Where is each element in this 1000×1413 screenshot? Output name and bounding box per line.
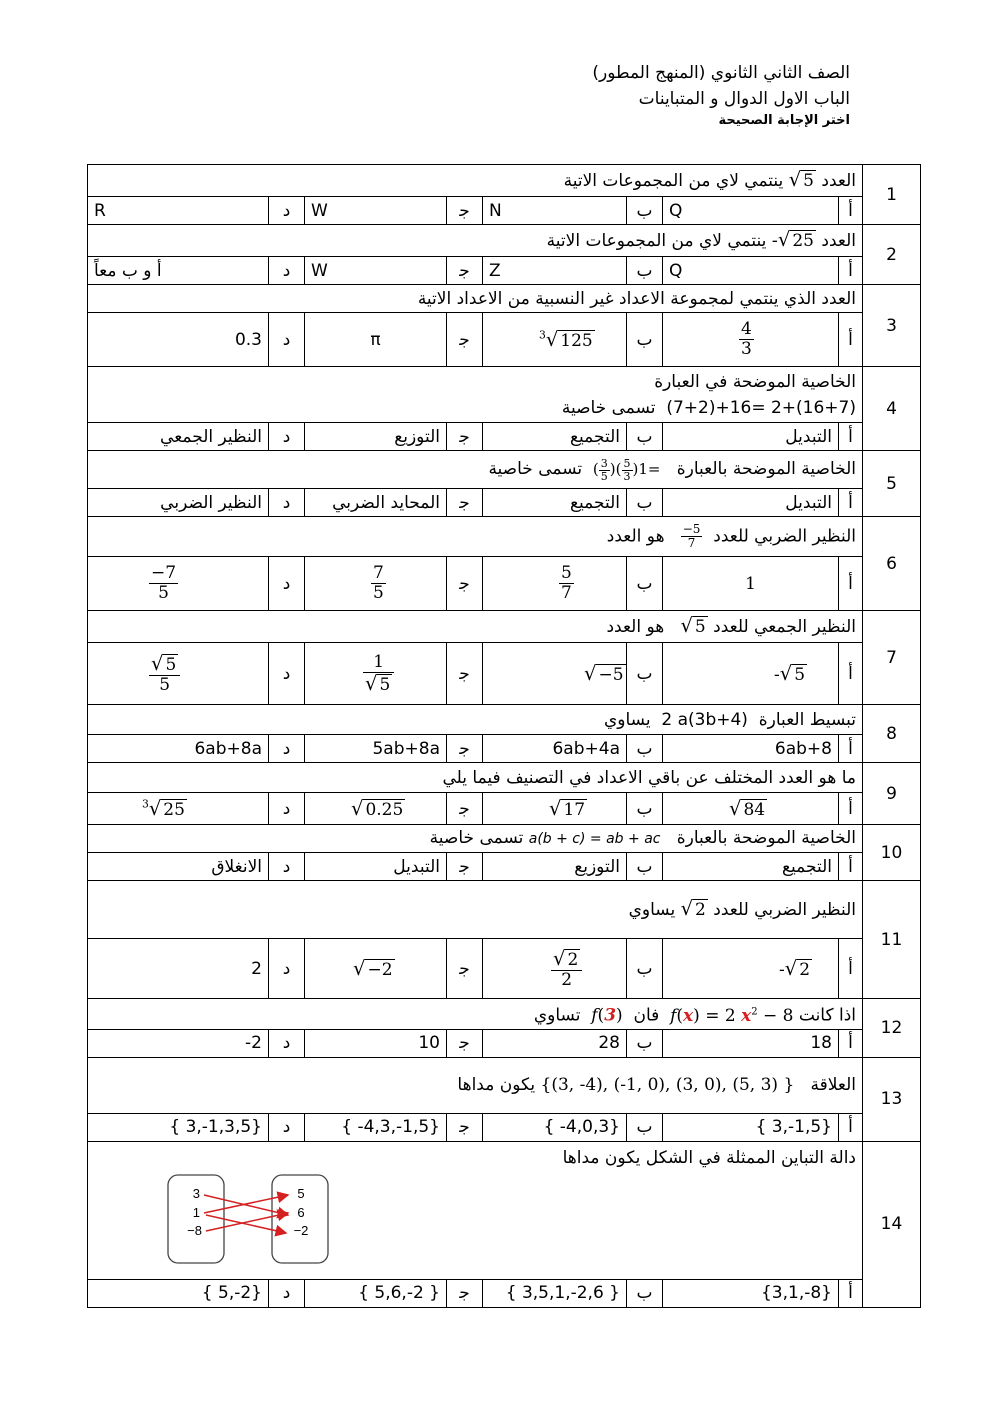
- option-c[interactable]: W: [305, 197, 447, 225]
- stem-text: تسمى خاصية: [561, 397, 656, 418]
- option-label-c: ﺟ: [447, 557, 483, 611]
- stem-text: الخاصية الموضحة بالعبارة: [676, 459, 856, 480]
- stem-text: اذا كانت: [798, 1005, 856, 1026]
- option-label-d: د: [269, 557, 305, 611]
- question-number: 7: [863, 611, 921, 705]
- option-label-a: أ: [839, 793, 863, 825]
- question-number: 4: [863, 367, 921, 451]
- question-7: [88, 611, 921, 643]
- stem-math: ( $\frac{3}{5}$ )( $\frac{5}{3}$ )1=: [592, 456, 661, 483]
- question-stem: [88, 225, 863, 257]
- option-c[interactable]: $\frac{1}{√ 5}$: [305, 643, 447, 705]
- stem-text: النظير الجمعي للعدد: [713, 617, 856, 637]
- option-d[interactable]: النظير الضربي: [88, 489, 269, 517]
- option-a[interactable]: { 3,-1,5}: [663, 1113, 839, 1141]
- answers-8: [88, 735, 921, 763]
- option-label-c: ﺟ: [447, 853, 483, 881]
- radicand: 2: [799, 960, 811, 980]
- option-label-c: ﺟ: [447, 939, 483, 999]
- option-b[interactable]: 6ab+4a: [483, 735, 627, 763]
- option-label-d: د: [269, 313, 305, 367]
- minus-sign: -: [774, 665, 780, 685]
- radicand: 125: [560, 331, 593, 351]
- sqrt-expression: √ 25: [777, 228, 814, 251]
- header: [592, 60, 850, 130]
- option-label-c: ﺟ: [447, 1279, 483, 1307]
- option-label-d: د: [269, 853, 305, 881]
- root-index: 3: [142, 797, 149, 811]
- question-stem: [88, 825, 863, 853]
- answers-2: [88, 257, 921, 285]
- stem-text: العدد: [821, 171, 856, 191]
- question-number: 6: [863, 517, 921, 611]
- stem-text: - ينتمي لاي من المجموعات الاتية: [546, 231, 778, 251]
- question-12: [88, 999, 921, 1030]
- option-a[interactable]: √ 84: [663, 793, 839, 825]
- option-a[interactable]: Q: [663, 257, 839, 285]
- question-1: [88, 165, 921, 197]
- stem-text: دالة التباين الممثلة في الشكل يكون مداها: [562, 1148, 856, 1169]
- question-8: [88, 705, 921, 735]
- option-label-c: ﺟ: [447, 197, 483, 225]
- option-label-d: د: [269, 793, 305, 825]
- option-b[interactable]: Z: [483, 257, 627, 285]
- option-d[interactable]: $^3$√ 25: [88, 793, 269, 825]
- sqrt-expression: √ 5: [680, 614, 706, 637]
- denominator: 5: [373, 583, 384, 603]
- option-label-b: ب: [627, 257, 663, 285]
- option-c[interactable]: { -4,3,-1,5}: [305, 1113, 447, 1141]
- root-index: 3: [539, 328, 546, 342]
- option-b[interactable]: التوزيع: [483, 853, 627, 881]
- question-stem: [88, 165, 863, 197]
- stem-text: النظير الضربي للعدد: [713, 900, 856, 920]
- denominator: 5: [159, 674, 171, 695]
- option-label-b: ب: [627, 1029, 663, 1057]
- stem-text: العلاقة: [810, 1075, 856, 1096]
- option-label-b: ب: [627, 557, 663, 611]
- option-b[interactable]: التجميع: [483, 423, 627, 451]
- option-label-d: د: [269, 257, 305, 285]
- answers-11: [88, 939, 921, 999]
- option-label-a: أ: [839, 197, 863, 225]
- minus-sign: -: [779, 960, 785, 980]
- question-stem: [88, 999, 863, 1030]
- option-d[interactable]: 2: [88, 939, 269, 999]
- numerator: 5: [623, 456, 631, 470]
- option-label-a: أ: [839, 735, 863, 763]
- option-a[interactable]: -√ 2: [663, 939, 839, 999]
- option-b[interactable]: { -4,0,3}: [483, 1113, 627, 1141]
- option-d[interactable]: R: [88, 197, 269, 225]
- sqrt-expression: √ 2: [680, 897, 706, 920]
- radicand: 5: [803, 171, 814, 191]
- option-d[interactable]: أ و ب معاً: [88, 257, 269, 285]
- option-label-a: أ: [839, 1279, 863, 1307]
- option-label-d: د: [269, 939, 305, 999]
- option-a[interactable]: التبديل: [663, 423, 839, 451]
- option-label-b: ب: [627, 793, 663, 825]
- stem-math: a(b + c) = ab + ac: [528, 831, 661, 847]
- answers-7: [88, 643, 921, 705]
- question-14: [88, 1141, 921, 1279]
- question-number: 11: [863, 881, 921, 999]
- domain-value: 3: [192, 1186, 200, 1202]
- answers-1: [88, 197, 921, 225]
- question-5: [88, 451, 921, 489]
- radicand: 84: [743, 800, 766, 820]
- question-2: [88, 225, 921, 257]
- radicand: 25: [792, 231, 814, 251]
- option-label-a: أ: [839, 643, 863, 705]
- radicand: 5: [379, 674, 391, 695]
- domain-value: −8: [187, 1223, 202, 1239]
- stem-text: تسمى خاصية: [429, 828, 524, 848]
- option-label-a: أ: [839, 313, 863, 367]
- option-label-b: ب: [627, 853, 663, 881]
- option-label-b: ب: [627, 735, 663, 763]
- denominator: 2: [561, 969, 573, 990]
- question-stem: [88, 517, 863, 557]
- option-label-b: ب: [627, 423, 663, 451]
- radicand: −2: [367, 960, 393, 980]
- question-stem: [88, 451, 863, 489]
- option-label-c: ﺟ: [447, 643, 483, 705]
- option-d[interactable]: -2: [88, 1029, 269, 1057]
- option-label-b: ب: [627, 313, 663, 367]
- numerator: 1: [363, 653, 394, 673]
- question-number: 8: [863, 705, 921, 763]
- option-label-b: ب: [627, 643, 663, 705]
- option-c[interactable]: √ 0.25: [305, 793, 447, 825]
- answers-3: [88, 313, 921, 367]
- stem-text: ينتمي لاي من المجموعات الاتية: [563, 171, 784, 191]
- option-label-b: ب: [627, 939, 663, 999]
- option-label-c: ﺟ: [447, 489, 483, 517]
- answers-4: [88, 423, 921, 451]
- option-label-d: د: [269, 1279, 305, 1307]
- question-9: [88, 763, 921, 793]
- option-b[interactable]: التجميع: [483, 489, 627, 517]
- stem-text: يساوي: [603, 709, 651, 730]
- option-c[interactable]: 5ab+8a: [305, 735, 447, 763]
- option-label-c: ﺟ: [447, 423, 483, 451]
- stem-math: (7+2)+16= 2+(16+7): [666, 397, 856, 418]
- option-label-a: أ: [839, 939, 863, 999]
- option-a[interactable]: Q: [663, 197, 839, 225]
- stem-text: هو العدد: [606, 617, 665, 637]
- stem-text: الخاصية الموضحة في العبارة: [654, 371, 856, 392]
- question-stem: [88, 611, 863, 643]
- denominator: 7: [561, 583, 572, 603]
- option-b[interactable]: $\frac{√ 2}{2}$: [483, 939, 627, 999]
- question-11: [88, 881, 921, 939]
- function-definition: f(x) = 2 $x^2 - 8$: [670, 1005, 794, 1026]
- question-3: [88, 285, 921, 313]
- option-label-c: ﺟ: [447, 257, 483, 285]
- option-a[interactable]: -√ 5: [663, 643, 839, 705]
- option-d[interactable]: [88, 557, 269, 611]
- stem-text: النظير الضربي للعدد: [713, 526, 856, 547]
- option-d[interactable]: 6ab+8a: [88, 735, 269, 763]
- option-b[interactable]: √ −5: [483, 643, 627, 705]
- question-6: [88, 517, 921, 557]
- question-number: 1: [863, 165, 921, 225]
- option-label-c: ﺟ: [447, 735, 483, 763]
- question-stem: [88, 705, 863, 735]
- option-a[interactable]: 1: [663, 557, 839, 611]
- option-label-d: د: [269, 489, 305, 517]
- question-number: 12: [863, 999, 921, 1058]
- header-chapter: الباب الاول الدوال و المتباينات: [638, 89, 850, 109]
- denominator: 5: [158, 583, 169, 603]
- numerator: −7: [151, 563, 177, 584]
- option-b[interactable]: $^3$√ 125: [483, 313, 627, 367]
- stem-text: هو العدد: [606, 526, 665, 547]
- radicand: 2: [567, 949, 579, 970]
- denominator: 7: [687, 536, 696, 550]
- answers-9: [88, 793, 921, 825]
- numerator: 7: [373, 563, 384, 584]
- question-number: 3: [863, 285, 921, 367]
- question-13: [88, 1057, 921, 1113]
- answers-13: [88, 1113, 921, 1141]
- radicand: 5: [694, 617, 706, 637]
- numerator: 5: [561, 563, 572, 584]
- option-c[interactable]: المحايد الضربي: [305, 489, 447, 517]
- option-d[interactable]: 0.3: [88, 313, 269, 367]
- option-label-c: ﺟ: [447, 1113, 483, 1141]
- option-label-c: ﺟ: [447, 1029, 483, 1057]
- question-stem: [88, 1057, 863, 1113]
- numerator: −5: [682, 521, 701, 536]
- option-a[interactable]: {3,1,-8}: [663, 1279, 839, 1307]
- stem-math: 2 a(3b+4): [661, 709, 748, 730]
- equation-rhs: 1=: [638, 460, 661, 479]
- radicand: 5: [794, 665, 806, 685]
- option-a[interactable]: التبديل: [663, 489, 839, 517]
- question-stem: [88, 881, 863, 939]
- range-value: 5: [297, 1186, 305, 1202]
- question-number: 10: [863, 825, 921, 881]
- fraction: [681, 523, 703, 550]
- option-c[interactable]: { 5,6,-2 }: [305, 1279, 447, 1307]
- question-4: [88, 367, 921, 423]
- stem-text: تسمى خاصية: [488, 459, 583, 480]
- question-stem: [88, 1141, 863, 1279]
- denominator: 5: [600, 469, 608, 483]
- domain-value: 1: [192, 1205, 200, 1221]
- header-instruction: اختر الإجابة الصحيحة: [718, 113, 850, 128]
- function-value: f(3): [591, 1005, 623, 1026]
- questions-table: [87, 164, 921, 1308]
- denominator: 3: [741, 339, 752, 359]
- option-a[interactable]: [663, 313, 839, 367]
- question-number: 2: [863, 225, 921, 285]
- denominator: 3: [623, 469, 631, 483]
- option-a[interactable]: التجميع: [663, 853, 839, 881]
- answers-12: [88, 1029, 921, 1057]
- option-a[interactable]: 18: [663, 1029, 839, 1057]
- stem-text: يساوي: [628, 900, 676, 920]
- option-label-d: د: [269, 735, 305, 763]
- option-label-a: أ: [839, 257, 863, 285]
- option-d[interactable]: { 3,-1,3,5}: [88, 1113, 269, 1141]
- option-b[interactable]: { 3,5,1,-2,6 }: [483, 1279, 627, 1307]
- option-label-a: أ: [839, 489, 863, 517]
- option-b[interactable]: [483, 557, 627, 611]
- option-a[interactable]: 6ab+8: [663, 735, 839, 763]
- stem-text: يكون مداها: [457, 1075, 536, 1096]
- question-stem: ما هو العدد المختلف عن باقي الاعداد في التصنيف فيما يلي: [88, 763, 863, 793]
- option-label-a: أ: [839, 1029, 863, 1057]
- option-b[interactable]: N: [483, 197, 627, 225]
- option-label-d: د: [269, 423, 305, 451]
- question-10: [88, 825, 921, 853]
- option-d[interactable]: الانغلاق: [88, 853, 269, 881]
- option-label-b: ب: [627, 197, 663, 225]
- answers-6: [88, 557, 921, 611]
- option-b[interactable]: 28: [483, 1029, 627, 1057]
- range-value: 6: [297, 1205, 305, 1221]
- answers-14: [88, 1279, 921, 1307]
- option-label-b: ب: [627, 1279, 663, 1307]
- option-label-d: د: [269, 1029, 305, 1057]
- question-number: 9: [863, 763, 921, 825]
- relation-set: {(3, -4), (-1, 0), (3, 0), (5, 3) }: [540, 1075, 795, 1096]
- answers-5: [88, 489, 921, 517]
- radicand: 0.25: [365, 800, 404, 820]
- numerator: 4: [741, 319, 752, 340]
- option-label-c: ﺟ: [447, 793, 483, 825]
- option-label-b: ب: [627, 1113, 663, 1141]
- numerator: 3: [600, 456, 608, 470]
- option-c[interactable]: التوزيع: [305, 423, 447, 451]
- radicand: 25: [163, 800, 185, 820]
- answers-10: [88, 853, 921, 881]
- option-label-d: د: [269, 643, 305, 705]
- question-number: 5: [863, 451, 921, 517]
- option-label-a: أ: [839, 1113, 863, 1141]
- option-label-a: أ: [839, 557, 863, 611]
- header-grade: الصف الثاني الثانوي (المنهج المطور): [592, 63, 850, 83]
- range-value: −2: [293, 1223, 309, 1239]
- stem-text: العدد: [821, 231, 856, 251]
- question-number: 13: [863, 1057, 921, 1141]
- option-c[interactable]: 10: [305, 1029, 447, 1057]
- radicand: 17: [563, 800, 586, 820]
- sqrt-expression: √ 5: [788, 168, 814, 191]
- radicand: 5: [165, 654, 177, 675]
- option-label-d: د: [269, 1113, 305, 1141]
- radicand: −5: [598, 665, 624, 685]
- option-c[interactable]: π: [305, 313, 447, 367]
- stem-text: فان: [633, 1005, 660, 1026]
- option-c[interactable]: [305, 557, 447, 611]
- option-label-c: ﺟ: [447, 313, 483, 367]
- question-stem: العدد الذي ينتمي لمجموعة الاعداد غير النسبية من الاعداد الاتية: [88, 285, 863, 313]
- option-c[interactable]: W: [305, 257, 447, 285]
- option-c[interactable]: √ −2: [305, 939, 447, 999]
- option-label-a: أ: [839, 423, 863, 451]
- option-label-d: د: [269, 197, 305, 225]
- option-c[interactable]: التبديل: [305, 853, 447, 881]
- option-d[interactable]: النظير الجمعي: [88, 423, 269, 451]
- option-label-a: أ: [839, 853, 863, 881]
- stem-text: تساوي: [533, 1005, 581, 1026]
- option-b[interactable]: √ 17: [483, 793, 627, 825]
- question-stem: [88, 367, 863, 423]
- stem-text: الخاصية الموضحة بالعبارة: [676, 828, 856, 848]
- option-label-b: ب: [627, 489, 663, 517]
- option-d[interactable]: { 5,-2}: [88, 1279, 269, 1307]
- stem-text: تبسيط العبارة: [758, 709, 856, 730]
- option-d[interactable]: $\frac{√ 5}{5}$: [88, 643, 269, 705]
- question-number: 14: [863, 1141, 921, 1307]
- mapping-diagram: [164, 1171, 334, 1267]
- radicand: 2: [695, 900, 706, 920]
